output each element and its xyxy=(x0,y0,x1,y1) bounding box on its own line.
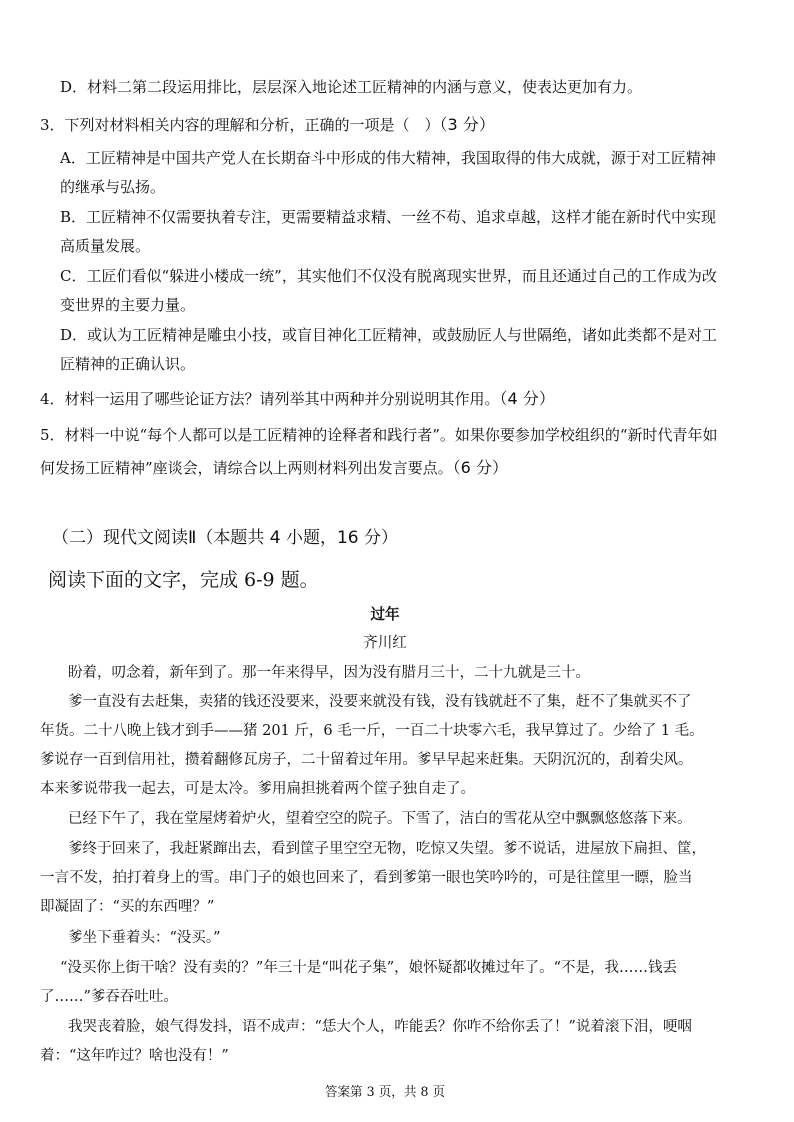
question-4-score: （4 分） xyxy=(499,389,555,408)
question-4-stem: 4．材料一运用了哪些论证方法？请列举其中两种并分别说明其作用。 xyxy=(40,390,500,408)
passage-line: 本来爹说带我一起去，可是太冷。爹用扁担挑着两个筐子独自走了。 xyxy=(40,781,475,797)
passage-line: 爹坐下垂着头：“没买。” xyxy=(68,930,221,946)
passage-line: 爹终于回来了，我赶紧蹿出去，看到筐子里空空无物，吃惊又失望。爹不说话，进屋放下扁担、筐， xyxy=(68,841,706,857)
option-d-previous: D．材料二第二段运用排比，层层深入地论述工匠精神的内涵与意义，使表达更加有力。 xyxy=(60,78,643,96)
passage-line: “没买你上街干啥？没有卖的？”年三十是“叫花子集”，娘怀疑都收摊过年了。“不是，我……钱丢 xyxy=(60,960,678,976)
passage-line: 盼着，叨念着，新年到了。那一年来得早，因为没有腊月三十，二十九就是三十。 xyxy=(68,665,590,681)
question-3-stem: 3．下列对材料相关内容的理解和分析，正确的一项是（ ） xyxy=(40,116,440,134)
q3-option-d-line1: D．或认为工匠精神是雕虫小技，或盲目神化工匠精神，或鼓励匠人与世隔绝，诸如此类都不是对工 xyxy=(60,326,718,344)
passage-title: 过年 xyxy=(370,605,400,623)
passage-line: 爹一直没有去赶集，卖猪的钱还没要来，没要来就没有钱，没有钱就赶不了集，赶不了集就买不了 xyxy=(68,694,692,710)
passage-author: 齐川红 xyxy=(363,633,407,651)
passage-line: 年货。二十八晚上钱才到手——猪 201 斤，6 毛一斤，一百二十块零六毛，我早算过了。少给了 1 毛。 xyxy=(40,723,704,739)
passage-line: 着：“这年咋过？啥也没有！” xyxy=(40,1048,229,1064)
question-5-line1: 5．材料一中说“每个人都可以是工匠精神的诠释者和践行者”。如果你要参加学校组织的“新时代青年如 xyxy=(40,426,718,444)
question-3 xyxy=(40,114,495,136)
question-5-line2-text: 何发扬工匠精神”座谈会，请综合以上两则材料列出发言要点。 xyxy=(40,459,453,477)
question-5-line2 xyxy=(40,457,508,479)
q3-option-b-line2: 高质量发展。 xyxy=(60,237,151,255)
section-heading: （二）现代文阅读Ⅱ（本题共 4 小题，16 分） xyxy=(52,528,399,548)
section-instruction: 阅读下面的文字，完成 6-9 题。 xyxy=(48,569,319,591)
passage-line: 爹说存一百到信用社，攒着翻修瓦房子，二十留着过年用。爹早早起来赶集。天阴沉沉的，刮着尖风。 xyxy=(40,752,693,768)
passage-line: 我哭丧着脸，娘气得发抖，语不成声：“恁大个人，咋能丢？你咋不给你丢了！”说着滚下泪，哽咽 xyxy=(68,1019,692,1035)
q3-option-d-line2: 匠精神的正确认识。 xyxy=(60,355,196,373)
passage-line: 已经下午了，我在堂屋烤着炉火，望着空空的院子。下雪了，洁白的雪花从空中飘飘悠悠落下来。 xyxy=(68,811,692,827)
q3-option-c-line1: C．工匠们看似“躲进小楼成一统”，其实他们不仅没有脱离现实世界，而且还通过自己的工作成为改 xyxy=(60,267,717,285)
question-4 xyxy=(40,388,555,410)
passage-line: 了……”爹吞吞吐吐。 xyxy=(40,989,178,1005)
question-3-score: （3 分） xyxy=(439,115,495,134)
q3-option-a-line2: 的继承与弘扬。 xyxy=(60,178,166,196)
passage-line: 即凝固了：“买的东西哩？” xyxy=(40,899,215,915)
q3-option-b-line1: B．工匠精神不仅需要执着专注，更需要精益求精、一丝不苟、追求卓越，这样才能在新时代中实现 xyxy=(60,208,717,226)
q3-option-a-line1: A．工匠精神是中国共产党人在长期奋斗中形成的伟大精神，我国取得的伟大成就，源于对工匠精神 xyxy=(60,149,716,167)
q3-option-c-line2: 变世界的主要力量。 xyxy=(60,296,196,314)
passage-line: 一言不发，拍打着身上的雪。串门子的娘也回来了，看到爹第一眼也笑吟吟的，可是往筐里一瞟，脸当 xyxy=(40,870,693,886)
question-5-score: （6 分） xyxy=(452,458,508,477)
page-footer: 答案第 3 页，共 8 页 xyxy=(324,1085,446,1100)
